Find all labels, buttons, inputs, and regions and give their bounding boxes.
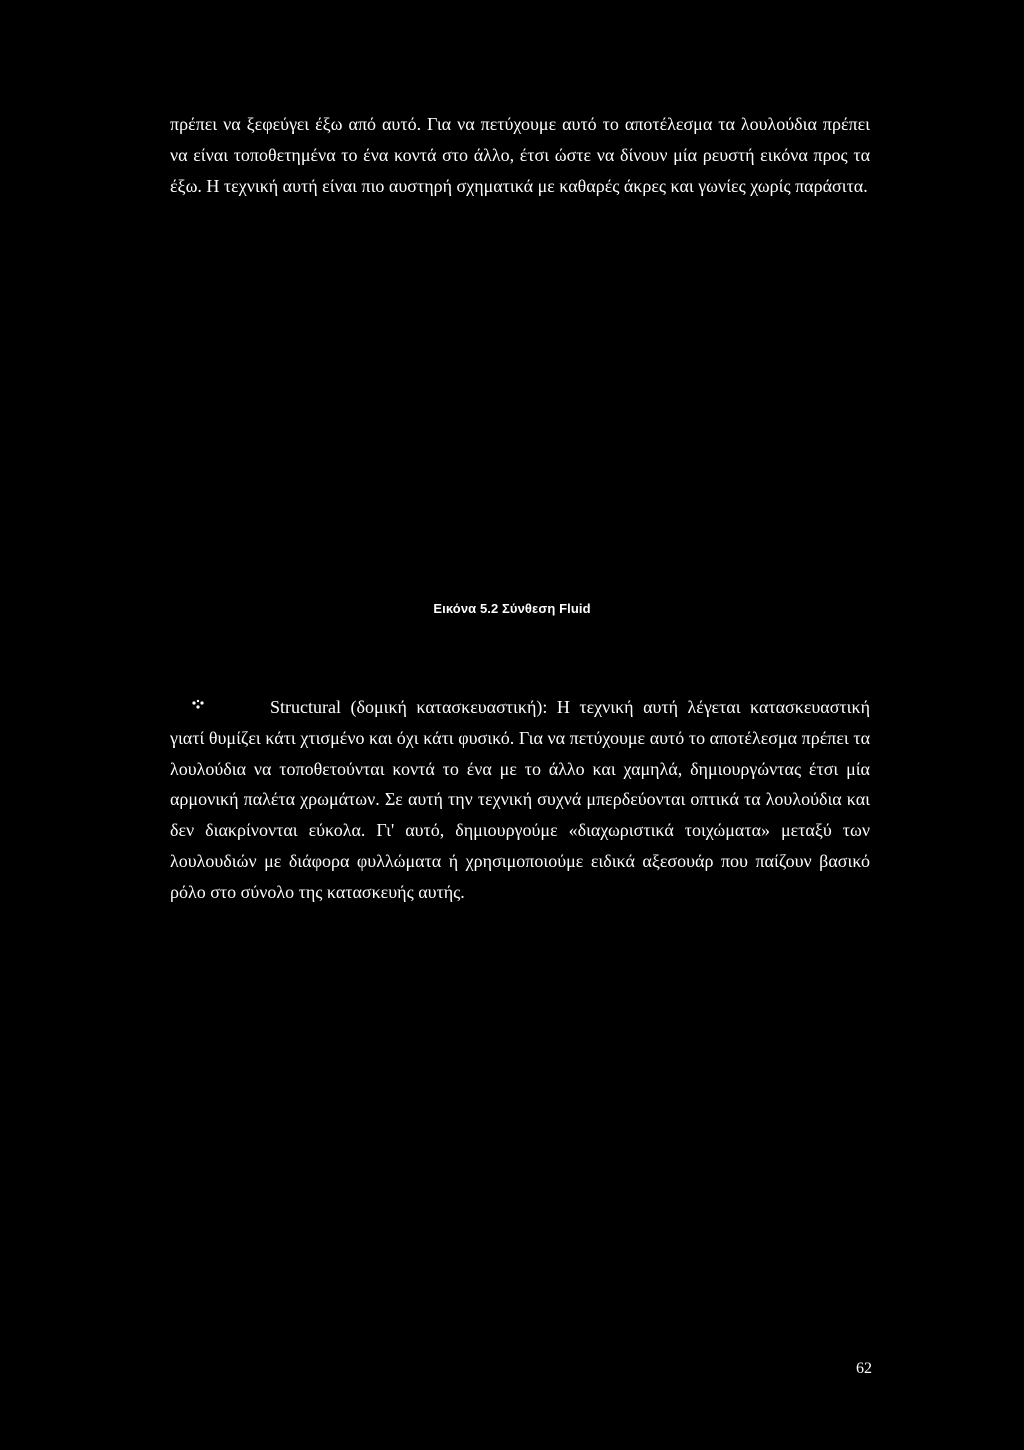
bullet-paragraph-structural: Structural (δομική κατασκευαστική): Η τεχνική αυτή λέγεται κατασκευαστική γιατί θυμίζει κάτι χτισμένο και όχι κάτι φυσικό. Για να πετύχουμε αυτό το αποτέλεσμα πρέπει τα λουλούδια να τοποθετούνται κοντά το ένα με το άλλο και χαμηλά, δημιουργώντας έτσι μία αρμονική παλέτα χρωμάτων. Σε αυτή την τεχνική συχνά μπερδεύονται οπτικά τα λουλούδια και δεν διακρίνονται εύκολα. Γι' αυτό, δημιουργούμε «διαχωριστικά τοιχώματα» μεταξύ των λουλουδιών με διάφορα φυλλώματα ή χρησιμοποιούμε ειδικά αξεσουάρ που παίζουν βασικό ρόλο στο σύνολο της κατασκευής αυτής. [170,697,870,902]
page-number: 62 [856,1360,872,1377]
figure-caption: Εικόνα 5.2 Σύνθεση Fluid [433,601,591,616]
figure-image [170,270,870,590]
paragraph-continuation: πρέπει να ξεφεύγει έξω από αυτό. Για να πετύχουμε αυτό το αποτέλεσμα τα λουλούδια πρέπει να είναι τοποθετημένα το ένα κοντά στο άλλο, έτσι ώστε να δίνουν μία ρευστή εικόνα προς τα έξω. Η τεχνική αυτή είναι πιο αυστηρή σχηματικά με καθαρές άκρες και γωνίες χωρίς παράσιτα. [170,114,870,196]
